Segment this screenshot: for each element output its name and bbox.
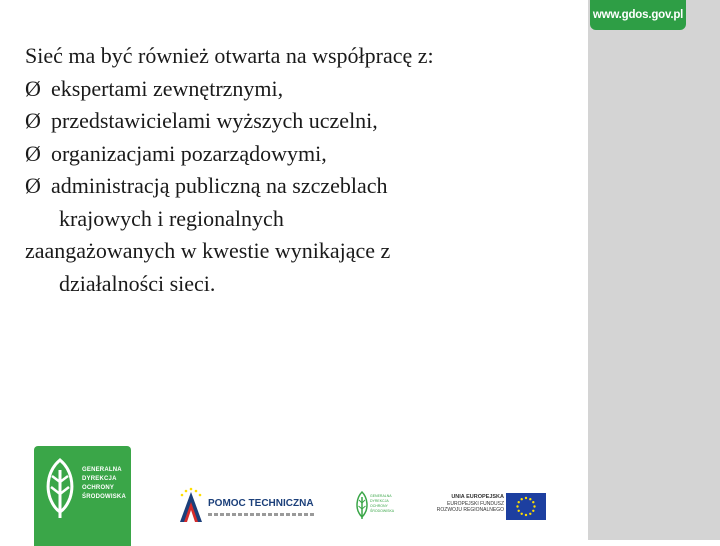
gdos-logo-text: GENERALNA DYREKCJA OCHRONY ŚRODOWISKA	[82, 467, 126, 500]
bullet-continuation: krajowych i regionalnych	[59, 205, 284, 231]
right-sidebar-panel	[588, 0, 720, 540]
pomoc-techniczna-subline	[208, 513, 316, 516]
bullet-text: organizacjami pozarządowymi,	[51, 140, 327, 166]
closing-text-continuation: działalności sieci.	[59, 270, 216, 296]
eu-flag-icon	[506, 493, 546, 520]
arrow-bullet-icon: Ø	[25, 140, 41, 166]
bullet-item	[25, 105, 580, 138]
bullet-item	[25, 138, 580, 171]
leaf-logo-icon	[355, 490, 369, 520]
pomoc-techniczna-label: POMOC TECHNICZNA	[208, 498, 314, 509]
website-url-badge[interactable]: www.gdos.gov.pl	[590, 0, 686, 30]
arrow-bullet-icon: Ø	[25, 75, 41, 101]
slide-body	[25, 40, 580, 300]
bullet-text: administracją publiczną na szczeblach	[51, 173, 388, 198]
gdos-logo	[34, 446, 131, 546]
closing-text: zaangażowanych w kwestie wynikające z	[25, 238, 391, 263]
eu-label: UNIA EUROPEJSKA EUROPEJSKI FUNDUSZ ROZWOJU REGIONALNEGO	[436, 494, 504, 513]
bullet-text: przedstawicielami wyższych uczelni,	[51, 108, 378, 133]
bullet-item	[25, 73, 580, 106]
leaf-logo-text: GENERALNA DYREKCJA OCHRONY ŚRODOWISKA	[370, 494, 395, 513]
intro-text: Sieć ma być również otwarta na współpracę z:	[25, 43, 434, 68]
tree-icon	[42, 456, 78, 520]
bullet-item	[25, 170, 580, 203]
bullet-text: ekspertami zewnętrznymi,	[51, 75, 284, 101]
arrow-bullet-icon: Ø	[25, 173, 41, 198]
pomoc-techniczna-emblem-icon	[176, 486, 206, 524]
arrow-bullet-icon: Ø	[25, 108, 41, 133]
